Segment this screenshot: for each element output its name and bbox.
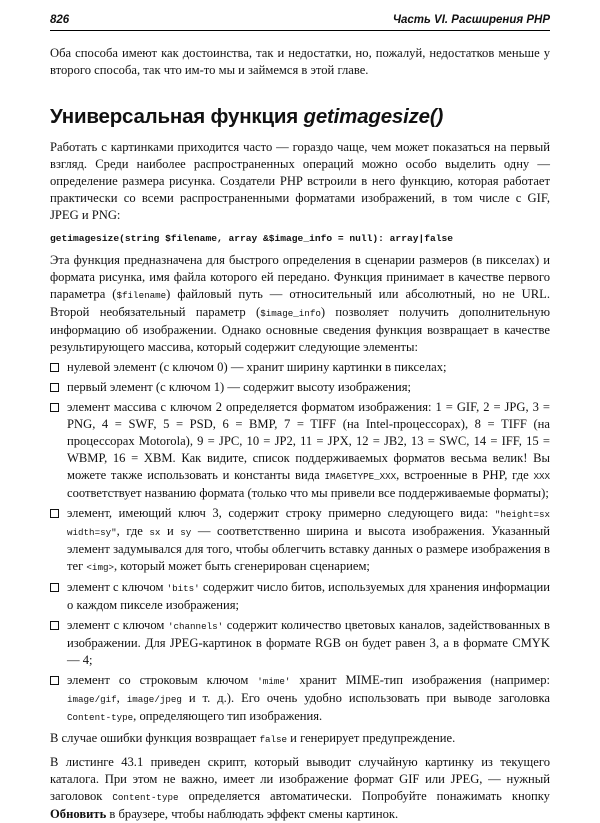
function-signature: getimagesize(string $filename, array &$image_info = null): array|false <box>50 233 454 244</box>
checkbox-bullet-icon <box>50 403 59 412</box>
book-page <box>50 14 550 823</box>
inline-code: 'mime' <box>257 676 291 687</box>
inline-code: false <box>259 734 288 745</box>
heading-text: Универсальная функция <box>50 105 304 128</box>
list-item: элемент со строковым ключом 'mime' хранит MIME-тип изображения (например: image/gif, image/jpeg и т. д.). Его очень удобно использовать при выводе заголовка Content-type, определяющего тип изображения. <box>50 672 550 726</box>
heading-function-name: getimagesize() <box>303 105 444 128</box>
inline-code: image/gif <box>67 694 117 705</box>
paragraph-2: Эта функция предназначена для быстрого определения в сценарии размеров (в пикселах) и формата рисунка, имя файла которого ей передано. Функция принимает в качестве первого параметра ($filename) файловый путь — относительный или абсолютный, но не URL. Второй необязательный параметр ($image_info) позволяет получить дополнительную информацию об изображении. Однако основные сведения функция возвращает в качестве результирующего массива, который содержит следующие элементы: <box>50 253 550 354</box>
inline-code: sy <box>180 527 192 538</box>
inline-code: image/jpeg <box>126 694 182 705</box>
inline-code: 'channels' <box>167 621 224 632</box>
list-item: элемент массива с ключом 2 определяется форматом изображения: 1 = GIF, 2 = JPG, 3 = PNG, 4 = SWF, 5 = PSD, 6 = BMP, 7 = TIFF (на Intel-процессорах), 8 = TIFF (на процессорах Motorola), 9 = JPC, 10 = JP2, 11 = JPX, 12 = JB2, 13 = SWC, 14 = IFF, 15 = WBMP, 16 = XBM. Как видите, список поддерживаемых форматов весьма велик! Вы можете также использовать и константы вида IMAGETYPE_XXX, встроенные в PHP, где XXX соответствует названию формата (только что мы привели все поддерживаемые форматы); <box>50 399 550 502</box>
intro-paragraph: Оба способа имеют как достоинства, так и недостатки, но, пожалуй, недостатков меньше у второго способа, так что им-то мы и займемся в этой главе. <box>50 46 550 77</box>
list-item: элемент с ключом 'channels' содержит количество цветовых каналов, задействованных в изображении. Для JPEG-картинок в формате RGB он будет равен 3, а в формате CMYK — 4; <box>50 617 550 669</box>
checkbox-bullet-icon <box>50 509 59 518</box>
inline-code: "height=sx width=sy" <box>67 509 550 538</box>
checkbox-bullet-icon <box>50 621 59 630</box>
page-number: 826 <box>50 14 70 26</box>
list-item: элемент с ключом 'bits' содержит число битов, используемых для хранения информации о каждом пикселе изображения; <box>50 579 550 614</box>
inline-code: <img> <box>86 562 114 573</box>
paragraph-1: Работать с картинками приходится часто — гораздо чаще, чем может показаться на первый взгляд. Среди наиболее распространенных операций можно особо выделить одну — определение размера рисунка. Создатели PHP встроили в него функцию, которая работает практически со всеми распространенными форматами изображений, в том числе с GIF, JPEG и PNG: <box>50 140 550 222</box>
result-elements-list <box>50 359 550 726</box>
inline-code: XXX <box>533 471 551 482</box>
checkbox-bullet-icon <box>50 676 59 685</box>
inline-code: 'bits' <box>166 583 200 594</box>
button-name-bold: Обновить <box>50 807 107 821</box>
inline-code: Content-type <box>67 712 134 723</box>
inline-code: $filename <box>116 290 167 301</box>
running-title: Часть VI. Расширения PHP <box>392 14 550 26</box>
list-item: первый элемент (с ключом 1) — содержит высоту изображения; <box>50 379 550 396</box>
section-heading <box>50 105 550 129</box>
list-item: элемент, имеющий ключ 3, содержит строку примерно следующего вида: "height=sx width=sy", где sx и sy — соответственно ширина и высота изображения. Указанный элемент задумывался для того, чтобы облегчить вставку данных о размере изображения в тег <img>, который может быть сгенерирован сценарием; <box>50 505 550 576</box>
paragraph-4: В листинге 43.1 приведен скрипт, который выводит случайную картинку из текущего каталога. При этом не важно, имеет ли изображение формат GIF или JPEG, — нужный заголовок Content-type определяется автоматически. Попробуйте понажимать кнопку Обновить в браузере, чтобы наблюдать эффект смены картинок. <box>50 755 550 821</box>
inline-code: IMAGETYPE_XXX <box>324 471 397 482</box>
inline-code: sx <box>149 527 161 538</box>
checkbox-bullet-icon <box>50 583 59 592</box>
inline-code: Content-type <box>112 792 179 803</box>
checkbox-bullet-icon <box>50 363 59 372</box>
inline-code: $image_info <box>260 308 321 319</box>
running-header <box>50 14 550 31</box>
checkbox-bullet-icon <box>50 383 59 392</box>
paragraph-3: В случае ошибки функция возвращает false и генерирует предупреждение. <box>50 731 456 745</box>
list-item: нулевой элемент (с ключом 0) — хранит ширину картинки в пикселах; <box>50 359 550 376</box>
